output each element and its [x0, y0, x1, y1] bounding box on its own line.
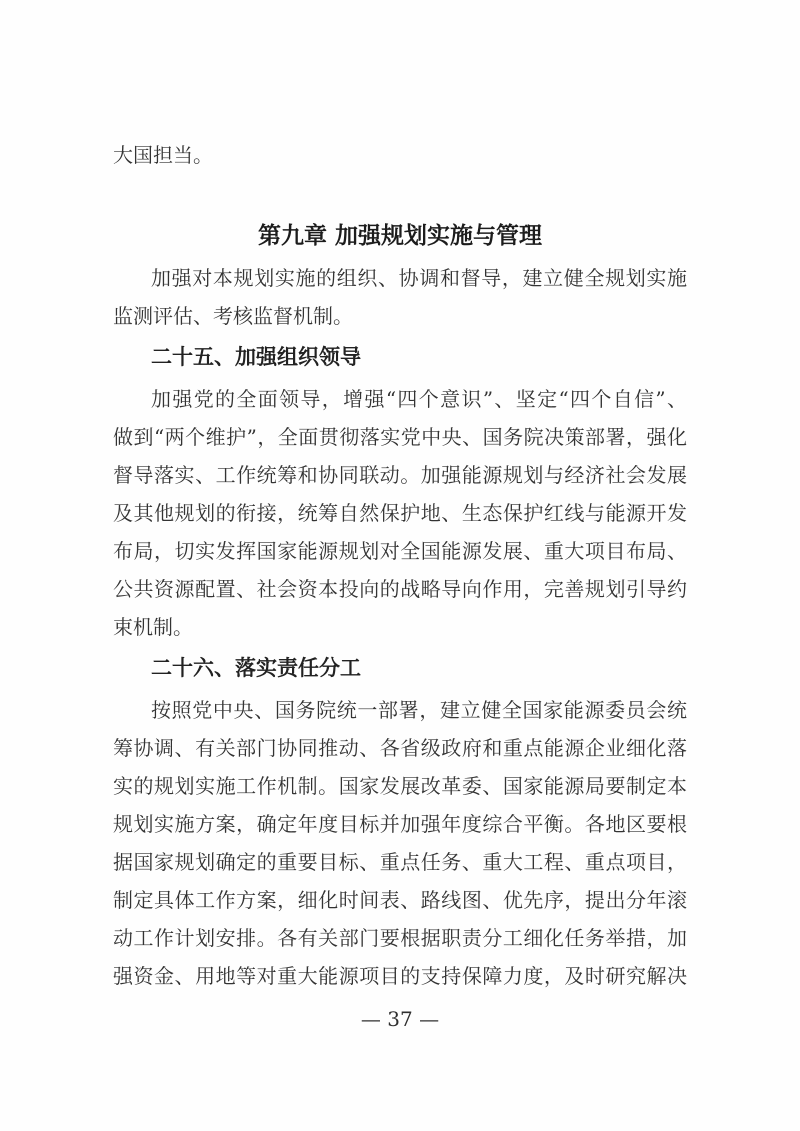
intro-paragraph [113, 259, 687, 335]
section-26-heading: 二十六、落实责任分工 [151, 656, 361, 680]
paragraph-line: 加强对本规划实施的组织、协调和督导，建立健全规划实施 [151, 266, 687, 290]
paragraph-line: 按照党中央、国务院统一部署，建立健全国家能源委员会统 [151, 698, 687, 722]
paragraph-line: 监测评估、考核监督机制。 [113, 304, 353, 328]
paragraph-line: 束机制。 [113, 615, 193, 639]
chapter-heading: 第九章 加强规划实施与管理 [257, 222, 542, 249]
section-25-heading: 二十五、加强组织领导 [151, 345, 361, 369]
paragraph-line: 动工作计划安排。各有关部门要根据职责分工细化任务举措，加 [113, 926, 687, 950]
section-25-paragraph [113, 380, 687, 646]
paragraph-line: 督导落实、工作统筹和协同联动。加强能源规划与经济社会发展 [113, 463, 687, 487]
paragraph-line: 公共资源配置、社会资本投向的战略导向作用，完善规划引导约 [113, 577, 687, 601]
paragraph-line: 做到“两个维护”，全面贯彻落实党中央、国务院决策部署，强化 [113, 425, 687, 449]
paragraph-line: 实的规划实施工作机制。国家发展改革委、国家能源局要制定本 [113, 774, 687, 798]
previous-paragraph-continuation: 大国担当。 [113, 143, 213, 167]
page-number: — 37 — [360, 1007, 440, 1031]
section-26-paragraph [113, 691, 687, 995]
paragraph-line: 布局，切实发挥国家能源规划对全国能源发展、重大项目布局、 [113, 539, 687, 563]
paragraph-line: 强资金、用地等对重大能源项目的支持保障力度，及时研究解决 [113, 964, 687, 988]
paragraph-line: 据国家规划确定的重要目标、重点任务、重大工程、重点项目， [113, 850, 687, 874]
paragraph-line: 及其他规划的衔接，统筹自然保护地、生态保护红线与能源开发 [113, 501, 687, 525]
paragraph-line: 筹协调、有关部门协同推动、各省级政府和重点能源企业细化落 [113, 736, 687, 760]
paragraph-line: 加强党的全面领导，增强“四个意识”、坚定“四个自信”、 [151, 387, 687, 411]
paragraph-line: 规划实施方案，确定年度目标并加强年度综合平衡。各地区要根 [113, 812, 687, 836]
paragraph-line: 制定具体工作方案，细化时间表、路线图、优先序，提出分年滚 [113, 888, 687, 912]
